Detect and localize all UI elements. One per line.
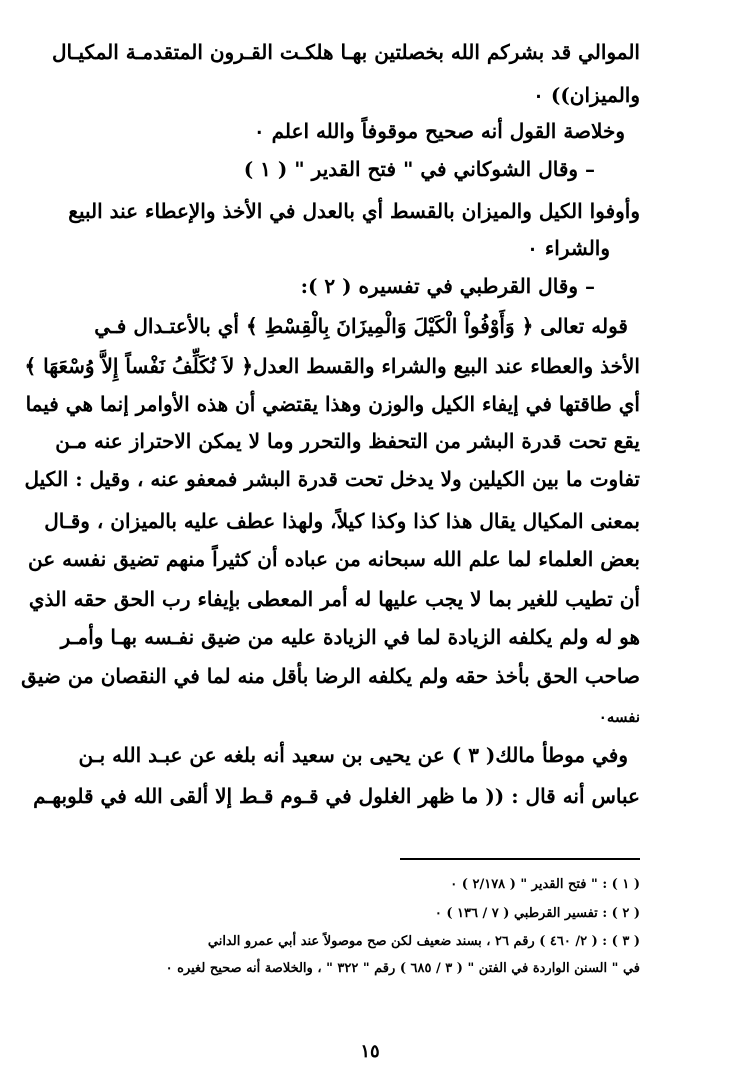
body-line: يقع تحت قدرة البشر من التحفظ والتحرر وما لا يمكن الاحتراز عنه مـن (55, 429, 640, 453)
footnote: ( ٣ ) : ( ٢/ ٤٦٠ ) رقم ٢٦ ، بسند ضعيف لكن صح موصولاً عند أبي عمرو الداني (207, 934, 640, 949)
footnote: في " السنن الواردة في الفتن " ( ٣ / ٦٨٥ ) رقم " ٣٢٢ " ، والخلاصة أنه صحيح لغيره ٠ (165, 961, 640, 976)
page-number: ١٥ (360, 1041, 380, 1062)
body-line: أن تطيب للغير بما لا يجب عليها له أمر المعطى بإيفاء رب الحق حقه الذي (28, 587, 640, 611)
body-line: هو له ولم يكلفه الزيادة لما في الزيادة عليه من ضيق نفـسه بهـا وأمـر (60, 625, 640, 649)
body-line: – وقال القرطبي في تفسيره ( ٢ ): (300, 274, 595, 298)
body-line: بمعنى المكيال يقال هذا كذا وكذا كيلاً، ولهذا عطف عليه بالميزان ، وقـال (44, 509, 640, 533)
footnote-separator (400, 858, 640, 860)
body-line: وأوفوا الكيل والميزان بالقسط أي بالعدل في الأخذ والإعطاء عند البيع (68, 199, 640, 223)
body-line: قوله تعالى ﴿ وَأَوْفُواْ الْكَيْلَ وَالْمِيزَانَ بِالْقِسْطِ ﴾ أي بالأعتـدال فـي (94, 314, 628, 338)
body-line: والميزان)) ٠ (533, 83, 640, 107)
body-line: تفاوت ما بين الكيلين ولا يدخل تحت قدرة البشر فمعفو عنه ، وقيل : الكيل (24, 467, 640, 491)
body-line: وفي موطأ مالك( ٣ ) عن يحيى بن سعيد أنه بلغه عن عبـد الله بـن (78, 743, 628, 767)
footnote: ( ٢ ) : تفسير القرطبي ( ٧ / ١٣٦ ) ٠ (434, 906, 640, 921)
body-line: بعض العلماء لما علم الله سبحانه من عباده أن كثيراً منهم تضيق نفسه عن (27, 547, 640, 571)
body-line: – وقال الشوكاني في " فتح القدير " ( ١ ) (243, 157, 595, 181)
body-line: أي طاقتها في إيفاء الكيل والوزن وهذا يقتضي أن هذه الأوامر إنما هي فيما (25, 392, 640, 416)
body-line: وخلاصة القول أنه صحيح موقوفاً والله اعلم ٠ (253, 119, 625, 143)
body-line: نفسه٠ (598, 708, 640, 726)
footnote: ( ١ ) : " فتح القدير " ( ٢/١٧٨ ) ٠ (450, 877, 640, 892)
body-line: صاحب الحق بأخذ حقه ولم يكلفه الرضا بأقل منه لما في النقصان من ضيق (21, 664, 640, 688)
body-line: الموالي قد بشركم الله بخصلتين بهـا هلكـت القـرون المتقدمـة المكيـال (52, 40, 640, 64)
body-line: عباس أنه قال : (( ما ظهر الغلول في قـوم قـط إلا ألقى الله في قلوبهـم (33, 784, 640, 808)
body-line: الأخذ والعطاء عند البيع والشراء والقسط العدل﴿ لاَ نُكَلِّفُ نَفْساً إِلاَّ وُسْعَهَا ﴾ (24, 354, 640, 378)
body-line: والشراء ٠ (527, 236, 610, 260)
